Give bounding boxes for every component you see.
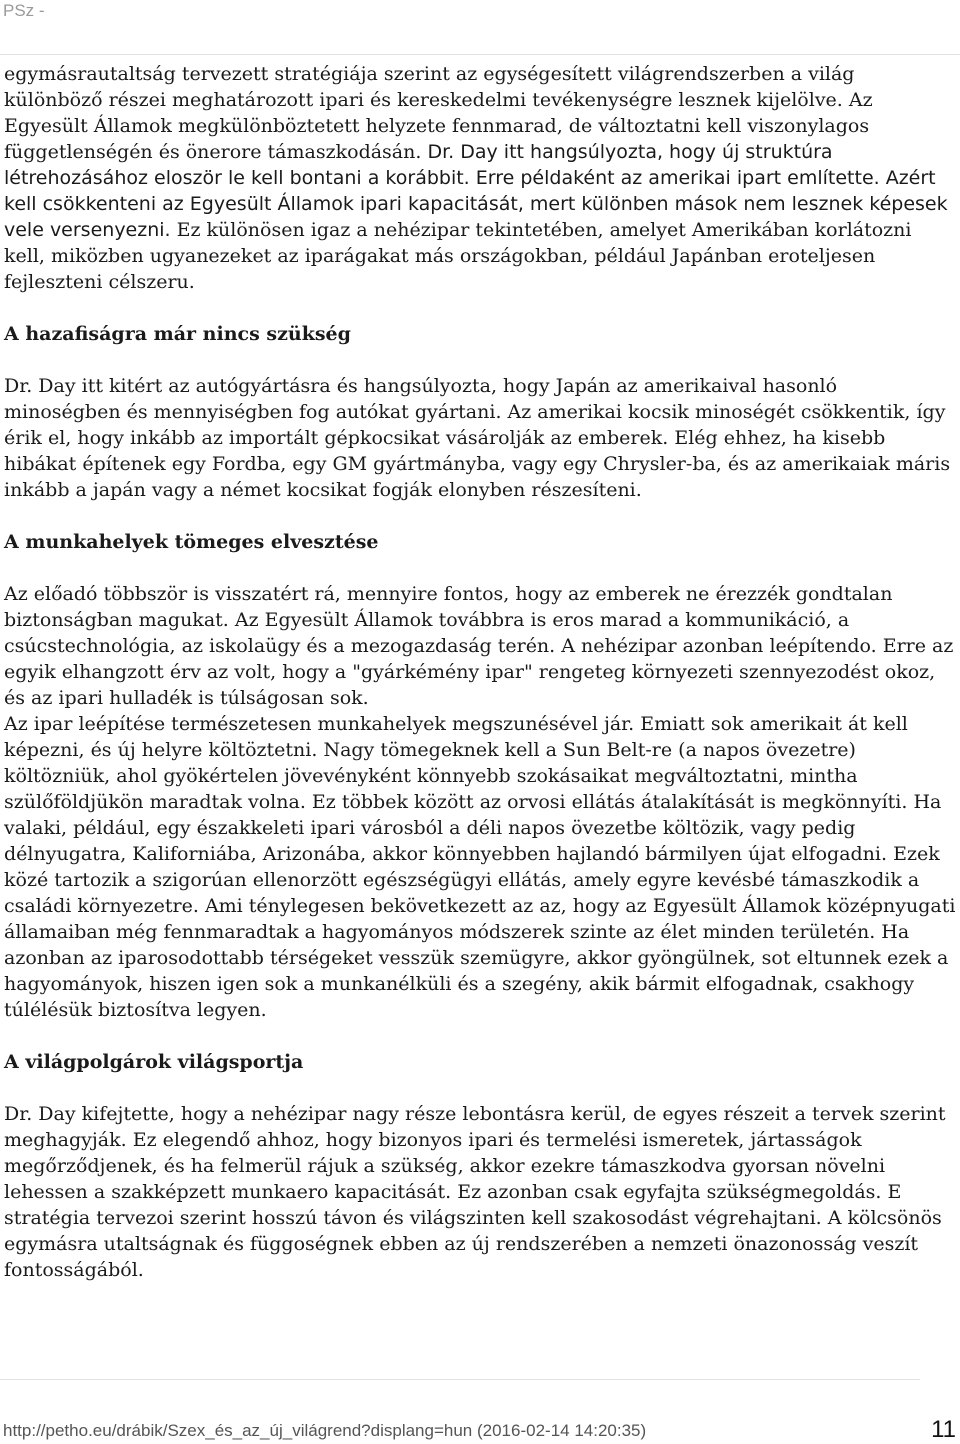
intro-text-part2: Dr. Day itt hangsúlyozta, hogy új struktúra létrehozásához eloször le kell bontani a korábbit. Erre példaként az amerikai ipart említette. Azért kell csökkenteni az Egyesült Államok ipari kapacitását, mert különben mások nem lesznek képesek vele versenyezni. bbox=[4, 141, 948, 241]
header-divider bbox=[0, 54, 960, 55]
section-hazafisag-text: Dr. Day itt kitért az autógyártásra és hangsúlyozta, hogy Japán az amerikaival hasonló minoségben és mennyiségben fog autókat gyártani. Az amerikai kocsik minoségét csökkentik, így érik el, hogy inkább az importált gépkocsikat vásárolják az emberek. Elég ehhez, ha kisebb hibákat építenek egy Fordba, egy GM gyártmányba, vagy egy Chrysler-ba, és az amerikaiak máris inkább a japán vagy a német kocsikat fogják elonyben részesíteni. bbox=[4, 375, 951, 501]
document-body bbox=[4, 61, 956, 1283]
section-vilagsport-text: Dr. Day kifejtette, hogy a nehézipar nagy része lebontásra kerül, de egyes részeit a tervek szerint meghagyják. Ez elegendő ahhoz, hogy bizonyos ipari és termelési ismeretek, jártasságok megőrződjenek, és ha felmerül rájuk a szükség, akkor ezekre támaszkodva gyorsan növelni lehessen a szakképzett munkaero kapacitását. Ez azonban csak egyfajta szükségmegoldás. E stratégia tervezoi szerint hosszú távon és világszinten kell szakosodást végrehajtani. A kölcsönös egymásra utaltságnak és függoségnek ebben az új rendszerében a nemzeti önazonosság veszít fontosságából. bbox=[4, 1103, 946, 1281]
section-munkahelyek-text-2: Az ipar leépítése természetesen munkahelyek megszunésével jár. Emiatt sok amerikait át kell képezni, és új helyre költöztetni. Nagy tömegeknek kell a Sun Belt-re (a napos övezetre) költözniük, ahol gyökértelen jövevényként könnyebb szokásaikat megváltoztatni, mintha szülőföldjükön maradtak volna. Ez többek között az orvosi ellátás átalakítását is megkönnyíti. Ha valaki, például, egy északkeleti ipari városból a déli napos övezetbe költözik, vagy pedig délnyugatra, Kaliforniába, Arizonába, akkor könnyebben hajlandó bármilyen újat elfogadni. Ezek közé tartozik a szigorúan ellenorzött egészségügyi ellátás, amely egyre kevésbé támaszkodik a családi környezetre. Ami ténylegesen bekövetkezett az az, hogy az Egyesült Államok középnyugati államaiban még fennmaradtak a hagyományos módszerek szinte az élet minden területén. Ha azonban az iparosodottabb térségeket vesszük szemügyre, akkor gyöngülnek, sot eltunnek ezek a hagyományok, hiszen igen sok a munkanélküli és a szegény, akik bármit elfogadnak, csakhogy túlélésük biztosítva legyen. bbox=[4, 713, 956, 1021]
footer-source-url: http://petho.eu/drábik/Szex_és_az_új_világrend?displang=hun (2016-02-14 14:20:35) bbox=[3, 1421, 647, 1440]
intro-text-part1: egymásrautaltság tervezett stratégiája szerint az egységesített világrendszerben a világ különböző részei meghatározott ipari és kereskedelmi tevékenységre lesznek kijelölve. Az Egyesült Államok megkülönböztetett helyzete fennmarad, de változtatni kell viszonylagos függetlenségén és önerore támaszkodásán. bbox=[4, 63, 873, 163]
page-header-title: PSz - bbox=[3, 1, 45, 20]
section-munkahelyek-text-1: Az előadó többször is visszatért rá, mennyire fontos, hogy az emberek ne érezzék gondtalan biztonságban magukat. Az Egyesült Államok továbbra is eros marad a kommunikáció, a csúcstechnológia, az iskolaügy és a mezogazdaság terén. A nehézipar azonban leépítendo. Erre az egyik elhangzott érv az volt, hogy a "gyárkémény ipar" rengeteg környezeti szennyezodést okoz, és az ipari hulladék is túlságosan sok. bbox=[4, 583, 954, 709]
intro-text-part3: Ez különösen igaz a nehézipar tekintetében, amelyet Amerikában korlátozni kell, miközben ugyanezeket az iparágakat más országokban, például Japánban eroteljesen fejleszteni célszeru. bbox=[4, 219, 912, 293]
section-heading-munkahelyek: A munkahelyek tömeges elvesztése bbox=[4, 531, 379, 553]
footer-divider bbox=[0, 1379, 920, 1380]
intro-paragraph bbox=[4, 61, 956, 295]
section-heading-hazafisag: A hazafiságra már nincs szükség bbox=[4, 323, 351, 345]
footer-page-number: 11 bbox=[931, 1416, 956, 1443]
section-heading-vilagsport: A világpolgárok világsportja bbox=[4, 1051, 304, 1073]
